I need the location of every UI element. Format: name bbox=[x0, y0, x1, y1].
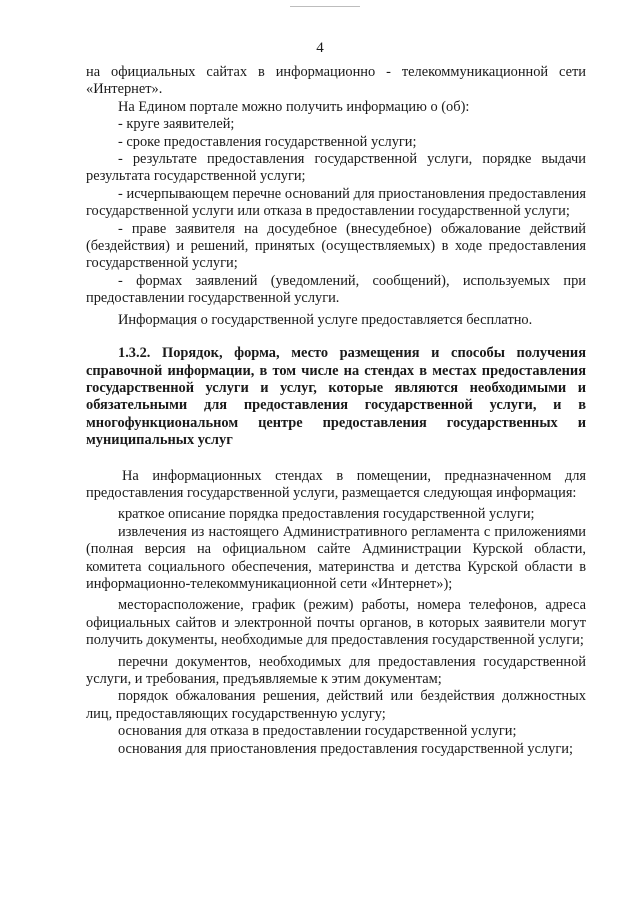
section-heading: 1.3.2. Порядок, форма, место размещения и способы получения справочной информации, в том числе на стендах в местах предоставления государственной услуги и услуг, которые являются необходимыми и обязательными для предоставления государственной услуги, и в многофункциональном центре предоставления государственных и муниципальных услуг bbox=[86, 345, 586, 449]
document-body bbox=[86, 64, 586, 758]
list-item: - сроке предоставления государственной услуги; bbox=[118, 133, 417, 150]
paragraph: На информационных стендах в помещении, предназначенном для предоставления государственной услуги, размещается следующая информация: bbox=[86, 467, 586, 501]
list-item: краткое описание порядка предоставления государственной услуги; bbox=[118, 506, 535, 523]
list-item: порядок обжалования решения, действий или бездействия должностных лиц, предоставляющих государственную услугу; bbox=[86, 688, 586, 722]
list-item: перечни документов, необходимых для предоставления государственной услуги, и требования, предъявляемые к этим документам; bbox=[86, 653, 586, 687]
list-item: - праве заявителя на досудебное (внесудебное) обжалование действий (бездействия) и решений, принятых (осуществляемых) в ходе предоставления государственной услуги; bbox=[86, 220, 586, 272]
paragraph: на официальных сайтах в информационно - телекоммуникационной сети «Интернет». bbox=[86, 64, 586, 98]
list-item: извлечения из настоящего Административного регламента с приложениями (полная версия на официальном сайте Администрации Курской области, комитета социального обеспечения, материнства и детства Курской области в информационно-телекоммуникационной сети «Интернет»); bbox=[86, 523, 586, 592]
list-item: - формах заявлений (уведомлений, сообщений), используемых при предоставлении государственной услуги. bbox=[86, 272, 586, 307]
page-number: 4 bbox=[316, 40, 324, 56]
list-item: - исчерпывающем перечне оснований для приостановления предоставления государственной услуги или отказа в предоставлении государственной услуги; bbox=[86, 185, 586, 220]
top-scan-line bbox=[290, 6, 360, 7]
list-item: - круге заявителей; bbox=[118, 116, 235, 133]
list-item: месторасположение, график (режим) работы, номера телефонов, адреса официальных сайтов и электронной почты органов, в которых заявители могут получить документы, необходимые для предоставления государственной услуги; bbox=[86, 597, 586, 649]
list-item: основания для приостановления предоставления государственной услуги; bbox=[118, 740, 573, 757]
paragraph: Информация о государственной услуге предоставляется бесплатно. bbox=[118, 311, 533, 328]
paragraph: На Едином портале можно получить информацию о (об): bbox=[118, 98, 470, 115]
list-item: - результате предоставления государственной услуги, порядке выдачи результата государственной услуги; bbox=[86, 151, 586, 185]
list-item: основания для отказа в предоставлении государственной услуги; bbox=[118, 723, 517, 740]
